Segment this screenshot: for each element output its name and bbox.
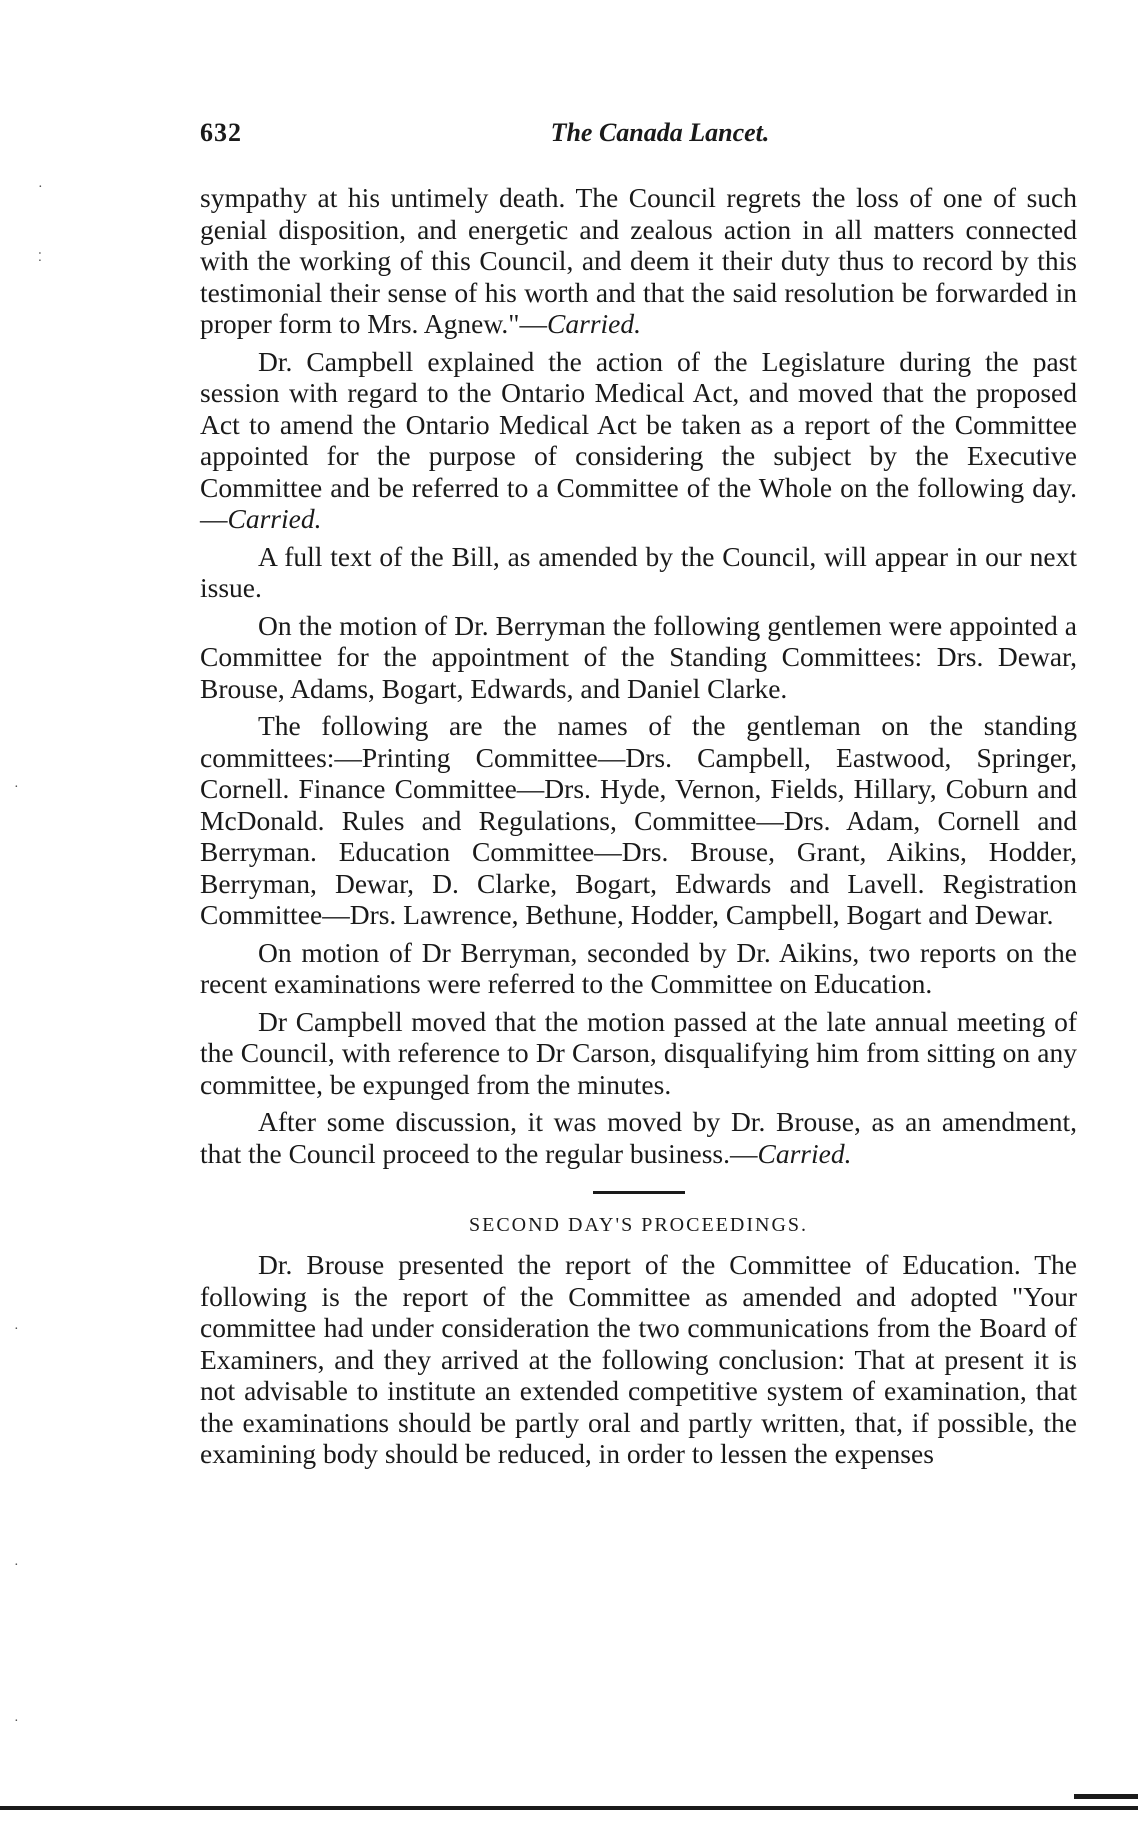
paragraph bbox=[200, 1106, 1077, 1169]
paragraph-text: A full text of the Bill, as amended by the Council, will appear in our next issue. bbox=[200, 540, 1077, 603]
paragraph-text: The following are the names of the gentleman on the standing committees:—Printing Committee—Drs. Campbell, Eastwood, Springer, Cornell. Finance Committee—Drs. Hyde, Vernon, Fields, Hillary, Coburn and McDonald. Rules and Regulations, Committee—Drs. Adam, Cornell and Berryman. Education Committee—Drs. Brouse, Grant, Aikins, Hodder, Berryman, Dewar, D. Clarke, Bogart, Edwards and Lavell. Registration Committee—Drs. Lawrence, Bethune, Hodder, Campbell, Bogart and Dewar. bbox=[200, 710, 1077, 930]
page-number: 632 bbox=[200, 118, 242, 147]
paragraph-text: Dr. Campbell explained the action of the Legislature during the past session with regard to the Ontario Medical Act, and moved that the proposed Act to amend the Ontario Medical Act be taken as a report of the Committee appointed for the purpose of considering the subject by the Executive Committee and be referred to a Committee of the Whole on the following day.— bbox=[200, 345, 1077, 534]
paragraph bbox=[200, 182, 1077, 340]
margin-speck: · bbox=[14, 780, 19, 795]
paragraph bbox=[200, 937, 1077, 1000]
running-title: The Canada Lancet. bbox=[550, 118, 770, 147]
margin-speck: · bbox=[14, 1322, 19, 1337]
paragraph bbox=[200, 710, 1077, 931]
carried-note: Carried. bbox=[757, 1137, 852, 1169]
paragraph-text: After some discussion, it was moved by Dr. Brouse, as an amendment, that the Council proceed to the regular business.— bbox=[200, 1106, 1077, 1169]
paragraph-text: sympathy at his untimely death. The Council regrets the loss of one of such genial disposition, and energetic and zealous action in all matters connected with the working of this Council, and deem it their duty thus to record by this testimonial their sense of his worth and that the said resolution be forwarded in proper form to Mrs. Agnew."— bbox=[200, 182, 1077, 339]
bottom-rule bbox=[0, 1806, 1138, 1810]
margin-speck: · bbox=[14, 1558, 19, 1573]
section-heading: SECOND DAY'S PROCEEDINGS. bbox=[468, 1214, 809, 1236]
margin-speck: ⁚ bbox=[38, 250, 42, 264]
carried-note: Carried. bbox=[227, 503, 322, 534]
paragraph bbox=[200, 541, 1077, 604]
margin-speck: · bbox=[14, 1714, 19, 1729]
paragraph-text: Dr Campbell moved that the motion passed at the late annual meeting of the Council, with reference to Dr Carson, disqualifying him from sitting on any committee, be expunged from the minutes. bbox=[200, 1005, 1077, 1100]
article-body bbox=[200, 182, 1077, 1476]
section-divider bbox=[593, 1191, 685, 1194]
page-header bbox=[200, 118, 1080, 158]
paragraph-text: On the motion of Dr. Berryman the following gentlemen were appointed a Committee for the appointment of the Standing Committees: Drs. Dewar, Brouse, Adams, Bogart, Edwards, and Daniel Clarke. bbox=[200, 609, 1077, 704]
paragraph-text: Dr. Brouse presented the report of the Committee of Education. The following is the report of the Committee as amended and adopted "Your committee had under consideration the two communications from the Board of Examiners, and they arrived at the following conclusion: That at present it is not advisable to institute an extended competitive system of examination, that the examinations should be partly oral and partly written, that, if possible, the examining body should be reduced, in order to lessen the expenses bbox=[200, 1249, 1077, 1469]
margin-specks bbox=[0, 0, 60, 1823]
paragraph bbox=[200, 346, 1077, 535]
margin-speck: · bbox=[38, 180, 43, 195]
paragraph bbox=[200, 610, 1077, 705]
paragraph bbox=[200, 1006, 1077, 1101]
carried-note: Carried. bbox=[547, 308, 641, 339]
paragraph-text: On motion of Dr Berryman, seconded by Dr. Aikins, two reports on the recent examinations were referred to the Committee on Education. bbox=[200, 936, 1077, 999]
paragraph bbox=[200, 1249, 1077, 1470]
bottom-rule-fragment bbox=[1074, 1794, 1138, 1799]
